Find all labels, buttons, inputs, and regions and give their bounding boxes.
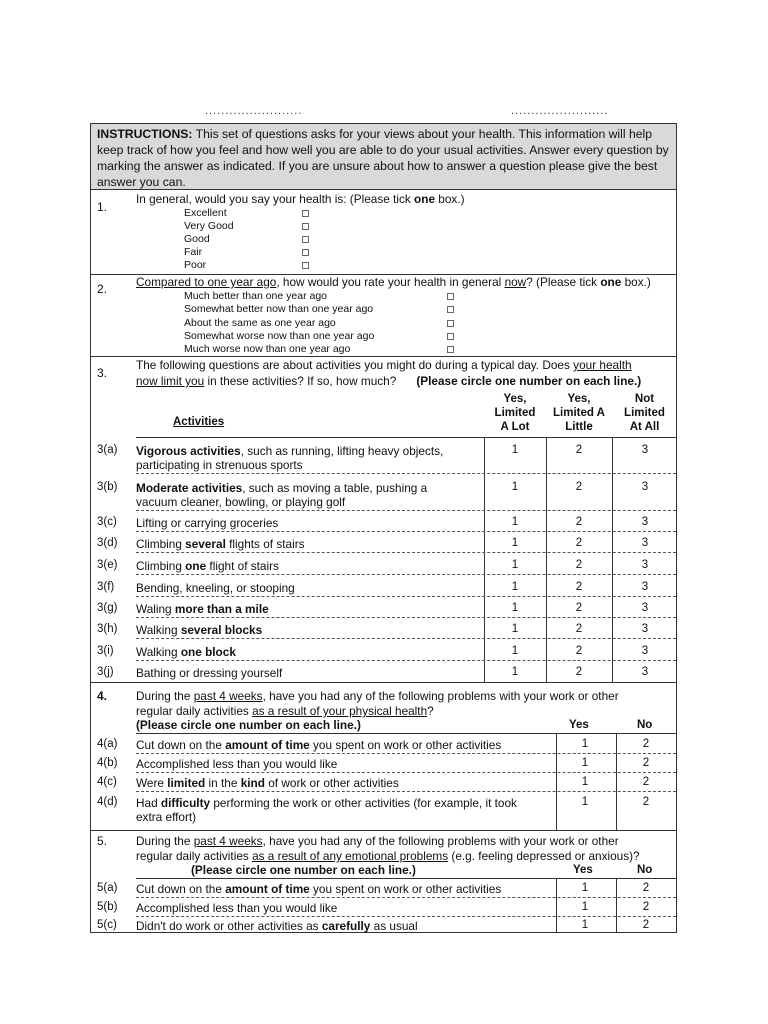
col-not-limited: Not Limited At All (624, 393, 665, 433)
q3-answer-option[interactable]: 3 (641, 481, 649, 493)
q4-text-line2: regular daily activities as a result of your physical health? (136, 704, 434, 718)
q3-answer-option[interactable]: 1 (511, 602, 519, 614)
q3-answer-option[interactable]: 1 (511, 516, 519, 528)
q3-item-id: 3(i) (97, 645, 114, 657)
row-divider (136, 638, 676, 639)
q3-item-id: 3(e) (97, 559, 118, 571)
col-limited-a-lot: Yes, Limited A Lot (494, 393, 536, 433)
q3-answer-option[interactable]: 1 (511, 623, 519, 635)
q5-yes-header: Yes (573, 864, 593, 876)
q3-answer-option[interactable]: 1 (511, 581, 519, 593)
q3-activity-label: Bathing or dressing yourself (136, 666, 283, 680)
q5-no-option[interactable]: 2 (642, 901, 650, 913)
q4-item-label: Were limited in the kind of work or other activities (136, 776, 399, 790)
q5-item-id: 5(b) (97, 901, 118, 913)
q4-yes-header: Yes (569, 719, 589, 731)
q4-item-label: Cut down on the amount of time you spent on work or other activities (136, 738, 502, 752)
row-divider (136, 574, 676, 575)
q3-item-id: 3(h) (97, 623, 118, 635)
q1-option-label: Good (184, 233, 210, 245)
row-divider (136, 531, 676, 532)
q3-answer-option[interactable]: 3 (641, 537, 649, 549)
health-survey-form (90, 123, 677, 933)
q4-number: 4. (97, 689, 108, 703)
q3-answer-option[interactable]: 1 (511, 537, 519, 549)
q5-no-option[interactable]: 2 (642, 919, 650, 931)
q5-text-line1: During the past 4 weeks, have you had any of the following problems with your work or other (136, 834, 619, 848)
q5-number: 5. (97, 834, 108, 848)
row-divider (136, 510, 676, 511)
q4-item-label: Accomplished less than you would like (136, 757, 338, 771)
q4-item-id: 4(a) (97, 738, 118, 750)
q3-answer-option[interactable]: 1 (511, 481, 519, 493)
q4-item-label: Had difficulty performing the work or other activities (for example, it took (136, 796, 517, 810)
q3-answer-option[interactable]: 3 (641, 645, 649, 657)
q4-item-id: 4(b) (97, 757, 118, 769)
q1-option-checkbox[interactable] (302, 210, 309, 217)
q3-answer-option[interactable]: 2 (575, 581, 583, 593)
q3-answer-option[interactable]: 2 (575, 559, 583, 571)
q1-option-label: Poor (184, 259, 207, 271)
q3-item-id: 3(c) (97, 516, 117, 528)
q4-no-option[interactable]: 2 (642, 796, 650, 808)
q5-item-label: Accomplished less than you would like (136, 901, 338, 915)
q4-no-option[interactable]: 2 (642, 776, 650, 788)
q3-answer-option[interactable]: 2 (575, 666, 583, 678)
q1-option-label: Fair (184, 246, 203, 258)
q3-answer-option[interactable]: 3 (641, 623, 649, 635)
q3-answer-option[interactable]: 1 (511, 645, 519, 657)
q3-answer-option[interactable]: 2 (575, 481, 583, 493)
q5-yes-option[interactable]: 1 (581, 901, 589, 913)
q4-text-line3: (Please circle one number on each line.) (136, 718, 361, 732)
q2-option-checkbox[interactable] (447, 293, 454, 300)
q3-answer-option[interactable]: 2 (575, 602, 583, 614)
q3-activity-label: Climbing several flights of stairs (136, 537, 305, 551)
q3-answer-option[interactable]: 2 (575, 444, 583, 456)
q5-text-line3: (Please circle one number on each line.) (191, 863, 416, 877)
q2-option-checkbox[interactable] (447, 320, 454, 327)
q2-option-label: Much better than one year ago (184, 290, 328, 302)
q1-number: 1. (97, 200, 108, 214)
q2-option-label: About the same as one year ago (184, 316, 336, 329)
row-divider (136, 473, 676, 474)
q3-number: 3. (97, 366, 108, 380)
q5-item-id: 5(c) (97, 919, 117, 931)
q2-option-label: Somewhat better now than one year ago (184, 303, 374, 316)
q3-text-line1: The following questions are about activities you might do during a typical day. Does your health (136, 358, 632, 372)
row-divider (136, 897, 676, 898)
q3-activity-label: Vigorous activities, such as running, lifting heavy objects, (136, 444, 444, 458)
q3-item-id: 3(j) (97, 666, 114, 678)
q3-answer-option[interactable]: 3 (641, 602, 649, 614)
q2-option-checkbox[interactable] (447, 333, 454, 340)
row-divider (136, 791, 676, 792)
q3-answer-option[interactable]: 3 (641, 516, 649, 528)
q3-answer-option[interactable]: 3 (641, 559, 649, 571)
q2-option-checkbox[interactable] (447, 346, 454, 353)
row-divider (136, 596, 676, 597)
q4-no-header: No (637, 719, 653, 731)
q1-option-label: Very Good (184, 220, 234, 232)
q3-text-line2: now limit you in these activities? If so, how much? (Please circle one number on each line.) (136, 374, 642, 388)
q3-answer-option[interactable]: 2 (575, 516, 583, 528)
activities-header: Activities (173, 416, 225, 428)
q5-item-label: Didn't do work or other activities as carefully as usual (136, 919, 418, 933)
q4-yes-option[interactable]: 1 (581, 738, 589, 750)
q4-text-line1: During the past 4 weeks, have you had any of the following problems with your work or other (136, 689, 619, 703)
q4-yes-option[interactable]: 1 (581, 757, 589, 769)
q3-item-id: 3(g) (97, 602, 118, 614)
q2-text: Compared to one year ago, how would you rate your health in general now? (Please tick one box.) (136, 275, 651, 289)
row-divider (136, 916, 676, 917)
row-divider (136, 660, 676, 661)
q3-answer-option[interactable]: 2 (575, 623, 583, 635)
q3-answer-option[interactable]: 3 (641, 581, 649, 593)
q5-no-header: No (637, 864, 653, 876)
q1-option-checkbox[interactable] (302, 223, 309, 230)
q2-option-label: Much worse now than one year ago (184, 343, 351, 356)
q4-item-id: 4(c) (97, 776, 117, 788)
q5-yes-option[interactable]: 1 (581, 882, 589, 894)
q3-activity-label: Waling more than a mile (136, 602, 269, 616)
q5-item-id: 5(a) (97, 882, 118, 894)
q3-item-id: 3(b) (97, 481, 118, 493)
q4-item-id: 4(d) (97, 796, 118, 808)
q4-yes-option[interactable]: 1 (581, 796, 589, 808)
q2-option-checkbox[interactable] (447, 306, 454, 313)
q1-option-checkbox[interactable] (302, 262, 309, 269)
q3-activity-label-line2: participating in strenuous sports (136, 458, 303, 472)
q3-answer-option[interactable]: 1 (511, 444, 519, 456)
q2-option-label: Somewhat worse now than one year ago (184, 329, 375, 342)
instructions-box (91, 124, 676, 190)
q3-activity-label: Climbing one flight of stairs (136, 559, 279, 573)
q3-answer-option[interactable]: 3 (641, 444, 649, 456)
q3-activity-label: Walking one block (136, 645, 236, 659)
q4-item-label-line2: extra effort) (136, 810, 197, 824)
row-divider (136, 772, 676, 773)
q1-option-checkbox[interactable] (302, 236, 309, 243)
q3-activity-label: Moderate activities, such as moving a table, pushing a (136, 481, 428, 495)
instructions-label: INSTRUCTIONS: (97, 127, 193, 141)
q3-answer-option[interactable]: 3 (641, 666, 649, 678)
q3-answer-option[interactable]: 2 (575, 645, 583, 657)
q2-number: 2. (97, 282, 108, 296)
name-field-dots[interactable]: ........................ (205, 105, 303, 117)
q1-option-checkbox[interactable] (302, 249, 309, 256)
date-field-dots[interactable]: ........................ (511, 105, 609, 117)
q4-no-option[interactable]: 2 (642, 738, 650, 750)
row-divider (136, 552, 676, 553)
q3-activity-label: Bending, kneeling, or stooping (136, 581, 295, 595)
q5-yes-option[interactable]: 1 (581, 919, 589, 931)
q3-item-id: 3(a) (97, 444, 118, 456)
row-divider (136, 753, 676, 754)
q3-item-id: 3(f) (97, 581, 115, 593)
q3-answer-option[interactable]: 1 (511, 559, 519, 571)
q3-activity-label: Lifting or carrying groceries (136, 516, 279, 530)
q3-answer-option[interactable]: 2 (575, 537, 583, 549)
q5-text-line2: regular daily activities as a result of any emotional problems (e.g. feeling depressed or anxious)? (136, 849, 640, 863)
q3-activity-label-line2: vacuum cleaner, bowling, or playing golf (136, 495, 346, 509)
q5-item-label: Cut down on the amount of time you spent on work or other activities (136, 882, 502, 896)
col-limited-a-little: Yes, Limited A Little (553, 393, 605, 433)
q5-no-option[interactable]: 2 (642, 882, 650, 894)
q4-no-option[interactable]: 2 (642, 757, 650, 769)
row-divider (136, 617, 676, 618)
q3-item-id: 3(d) (97, 537, 118, 549)
q3-answer-option[interactable]: 1 (511, 666, 519, 678)
q1-option-label: Excellent (184, 207, 227, 219)
instructions-text: This set of questions asks for your views about your health. This information will help keep track of how you feel and how well you are able to do your usual activities. Answer every question by marking the answer as indicated. If you are unsure about how to answer a question please give the best answer you can. (97, 127, 669, 189)
q4-yes-option[interactable]: 1 (581, 776, 589, 788)
q3-activity-label: Walking several blocks (136, 623, 263, 637)
q1-text: In general, would you say your health is: (Please tick one box.) (136, 192, 465, 206)
